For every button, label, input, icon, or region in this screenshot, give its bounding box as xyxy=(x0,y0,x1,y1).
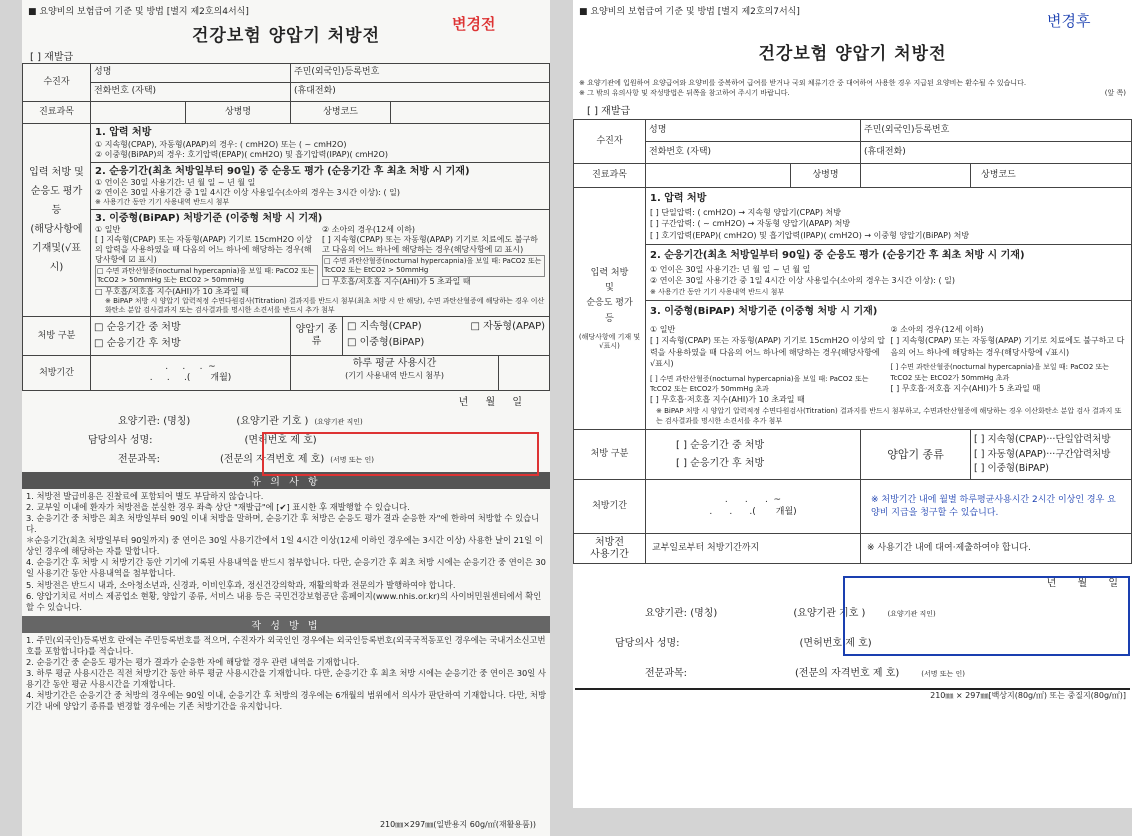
compliance-days[interactable]: ② 연이은 30일 사용기간 중 1일 4시간 이상 사용일수(소아의 경우는 3시간 이상): ( 일) xyxy=(95,188,400,197)
pressure-heading: 1. 압력 처방 xyxy=(95,127,152,138)
notice-item: 1. 처방전 발급비용은 진찰료에 포함되어 별도 부담하지 않습니다. xyxy=(26,491,264,502)
page-side: (앞 쪽) xyxy=(1104,89,1126,97)
phone-field[interactable]: 전화번호 (자택) xyxy=(91,83,291,102)
sig-specialist-no: (전문의 자격번호 제 호) xyxy=(795,668,900,680)
period-value[interactable]: . . . ~ . . .( 개월) xyxy=(91,356,291,391)
sig-doctor: 담당의사 성명: xyxy=(615,638,680,650)
bipap-general-heading: ① 일반 xyxy=(650,324,676,334)
prescription-table xyxy=(22,63,550,391)
intro-note-1: ※ 요양기관에 입원하여 요양급여와 요양비를 중복하여 급여를 받거나 국외 체류기간 중 대여하여 사용한 경우 지급된 요양비는 환수될 수 있습니다. xyxy=(579,79,1027,87)
mobile-field[interactable]: (휴대전화) xyxy=(291,83,550,102)
device-bipap[interactable]: [ ] 이중형(BiPAP) xyxy=(974,462,1049,474)
bipap-child-cpap[interactable]: [ ] 지속형(CPAP) 또는 자동형(APAP) 기기로 치료에도 불구하고 다음의 어느 하나에 해당하는 경우(해당사항에 √표시) xyxy=(890,336,1125,357)
notice-list xyxy=(22,491,550,612)
mobile-field[interactable]: (휴대전화) xyxy=(861,142,1132,164)
writing-item: 1. 주민(외국인)등록번호 란에는 주민등록번호를 적으며, 수진자가 외국인인 경우에는 외국인등록번호(외국국적동포인 경우에는 국내거소신고번호를 포함합니다)를 적습니다. xyxy=(26,634,546,656)
issue-date: 년 월 일 xyxy=(458,397,522,409)
period-label: 처방기간 xyxy=(574,480,646,534)
issue-date: 년 월 일 xyxy=(1046,578,1118,590)
signature-block xyxy=(22,393,550,469)
input-section xyxy=(646,188,1132,430)
period-label: 처방기간 xyxy=(23,356,91,391)
bipap-general-ahi[interactable]: [ ] 무호흡·저호흡 지수(AHI)가 10 초과일 때 xyxy=(650,395,805,405)
writing-item: 3. 하루 평균 사용시간은 직전 처방기간 동안 하루 평균 사용시간을 기재합니다. 다만, 순응기간 후 최초 처방 시에는 순응기간 중 연이은 30일 사용기간 동안 평균 사용시간을 기재합니다. xyxy=(26,667,546,689)
pressure-single[interactable]: [ ] 단일압력: ( cmH2O) → 지속형 양압기(CPAP) 처방 xyxy=(650,207,841,217)
input-section-label: 입력 처방 및 순응도 평가등 (해당사항에 기재및(√표시) xyxy=(23,124,91,317)
device-apap[interactable]: [ ] 자동형(APAP)···구간압력처방 xyxy=(974,448,1111,460)
sig-org-code: (요양기관 기호 ) xyxy=(793,608,866,620)
phone-field[interactable]: 전화번호 (자택) xyxy=(646,142,861,164)
bipap-child-hypercapnia[interactable]: □ 수면 과탄산혈증(nocturnal hypercapnia)을 보일 때: PaCO2 또는 TcCO2 또는 EtCO2 > 50mmHg xyxy=(322,255,545,277)
compliance-note: ※ 사용기간 동안 기기 사용내역 반드시 첨부 xyxy=(650,287,785,296)
bipap-child-heading: ② 소아의 경우(12세 이하) xyxy=(322,225,416,235)
patient-label: 수진자 xyxy=(23,64,91,102)
issue-label: 처방전 사용기간 xyxy=(574,534,646,564)
paper-spec: 210㎜ × 297㎜[백상지(80g/㎡) 또는 중질지(80g/㎡)] xyxy=(930,691,1126,701)
sig-sign: (서명 또는 인) xyxy=(921,670,966,679)
notice-heading: 유 의 사 항 xyxy=(22,472,550,489)
bipap-heading: 3. 이중형(BiPAP) 처방기준 (이중형 처방 시 기재) xyxy=(650,306,878,318)
sig-org: 요양기관: (명칭) xyxy=(645,608,718,620)
device-label: 양압기 종류 xyxy=(861,430,971,480)
compliance-days[interactable]: ② 연이은 30일 사용기간 중 1일 4시간 이상 사용일수(소아의 경우는 3시간 이상): ( 일) xyxy=(650,276,955,286)
type-during[interactable]: [ ] 순응기간 중 처방 xyxy=(676,439,765,451)
bipap-note: ※ BiPAP 처방 시 양압기 압력적정 수면다원검사(Titration) 결과지를 반드시 첨부하고, 수면과탄산혈증에 해당하는 경우 이산화탄소 분압 검사 결과지 또는 검사결과를 명시한 소견서를 추가 첨부 xyxy=(656,406,1122,425)
sig-specialty: 전문과목: xyxy=(118,454,161,466)
pressure-bipap[interactable]: ② 이중형(BiPAP)의 경우: 호기압력(EPAP)( cmH2O) 및 흡기압력(IPAP)( cmH2O) xyxy=(95,149,388,159)
name-field[interactable]: 성명 xyxy=(646,120,861,142)
sig-org-seal: (요양기관 직인) xyxy=(887,610,936,619)
notice-item: 5. 처방전은 반드시 내과, 소아청소년과, 신경과, 이비인후과, 정신건강의학과, 재활의학과 전문의가 발행하여야 합니다. xyxy=(26,579,456,590)
compliance-period[interactable]: ① 언이은 30일 사용기간: 년 월 일 ~ 년 월 일 xyxy=(650,264,811,274)
writing-list xyxy=(22,635,550,712)
type-after[interactable]: [ ] 순응기간 후 처방 xyxy=(676,457,765,469)
pressure-cpap[interactable]: ① 지속형(CPAP), 자동형(APAP)의 경우: ( cmH2O) 또는 ( ~ cmH2O) xyxy=(95,139,347,149)
sig-license: (면허번호 제 호) xyxy=(799,638,872,650)
bipap-general-hypercapnia[interactable]: [ ] 수면 과탄산혈증(nocturnal hypercapnia)을 보일 때: PaCO2 또는 TcCO2 또는 EtCO2가 50mmHg 초과 xyxy=(650,374,869,394)
notice-item: 6. 양압기치료 서비스 제공업소 현황, 양압기 종류, 서비스 내용 등은 국민건강보험공단 홈페이지(www.nhis.or.kr)의 사이버민원센터에서 확인할 수 있습니다. xyxy=(26,590,542,612)
device-label: 양압기 종류 xyxy=(291,317,343,355)
sig-specialty: 전문과목: xyxy=(645,668,688,680)
patient-label: 수진자 xyxy=(574,120,646,164)
sig-org-code: (요양기관 기호 ) xyxy=(236,416,309,428)
intro-note-2: ※ 그 밖의 유의사항 및 작성방법은 뒤쪽을 참고하여 주시기 바랍니다. xyxy=(579,89,790,97)
device-bipap[interactable]: □ 이중형(BiPAP) xyxy=(347,337,425,349)
bipap-child-ahi[interactable]: □ 무호흡/저호흡 지수(AHI)가 5 초과일 때 xyxy=(322,276,471,286)
sig-license: (면허번호 제 호) xyxy=(244,435,317,447)
sig-org-seal: (요양기관 직인) xyxy=(314,418,363,427)
writing-item: 2. 순응기간 중 순응도 평가는 평가 결과가 순응한 자에 해당할 경우 관련 내역을 기재합니다. xyxy=(26,656,360,667)
avg-usage-field[interactable] xyxy=(499,356,549,390)
after-form xyxy=(573,0,1132,808)
disease-label: 상병명 xyxy=(791,164,861,188)
compliance-heading: 2. 순응기간(최초 처방일부터 90일) 중 순응도 평가 (순응기간 후 최초 처방 시 기재) xyxy=(95,165,470,177)
disease-label: 상병명 xyxy=(186,102,291,124)
input-section-label: 입력 처방 및 순응도 평가 등 (해당사항에 기재 및 √표시) xyxy=(574,188,646,430)
sig-sign: (서명 또는 인) xyxy=(330,456,375,465)
bipap-note: ※ BiPAP 처방 시 양압기 압력적정 수면다원검사(Titration) 결과지를 반드시 첨부(최초 처방 시 안 해당), 수면 과탄산혈증에 해당하는 경우 이산화탄소 분압 검사결과지 또는 검사결과를 명시한 소견서를 반드시 추가 첨부 xyxy=(105,296,545,314)
form-title: 건강보험 양압기 처방전 xyxy=(758,44,947,64)
sig-org: 요양기관: (명칭) xyxy=(118,416,191,428)
signature-block xyxy=(573,574,1132,688)
bipap-child-hypercapnia[interactable]: [ ] 수면 과탄산혈증(nocturnal hypercapnia)을 보일 때: PaCO2 또는 TcCO2 또는 EtCO2가 50mmHg 초과 xyxy=(890,363,1110,382)
sig-specialist-no: (전문의 자격번호 제 호) xyxy=(220,454,325,466)
compliance-heading: 2. 순응기간(최초 처방일부터 90일) 중 순응도 평가 (순응기간 후 최초 처방 시 기재) xyxy=(650,250,1025,262)
type-label: 처방 구분 xyxy=(574,430,646,480)
code-label: 상병코드 xyxy=(971,164,1132,188)
bipap-general-cpap[interactable]: [ ] 지속형(CPAP) 또는 자동형(APAP) 기기로 15cmH2O 이상의 압력을 사용하였을 때 다음의 어느 하나에 해당하는 경우(해당사항에 √표시) xyxy=(650,336,886,369)
after-label: 변경후 xyxy=(1047,12,1091,30)
type-during[interactable]: □ 순응기간 중 처방 xyxy=(94,322,181,334)
avg-usage-label: 하루 평균 사용시간 xyxy=(352,358,437,370)
pressure-range[interactable]: [ ] 구간압력: ( ~ cmH2O) → 자동형 양압기(APAP) 처방 xyxy=(650,219,851,229)
bipap-heading: 3. 이중형(BiPAP) 처방기준 (이중형 처방 시 기재) xyxy=(95,212,323,224)
period-note: ※ 처방기간 내에 월별 하루평균사용시간 2시간 이상인 경우 요양비 지급을 청구할 수 있습니다. xyxy=(861,480,1132,534)
compliance-period[interactable]: ① 언이은 30일 사용기간: 년 월 일 ~ 년 월 일 xyxy=(95,178,256,187)
notice-item: 4. 순응기간 후 처방 시 처방기간 동안 기기에 기록된 사용내역을 반드시 첨부합니다. 다만, 순응기간 후 최초 처방 시에는 순응기간 중 연이은 30일 사용기간 동안 사용내역을 첨부합니다. xyxy=(26,557,546,579)
compliance-note: ※ 사용기간 동안 기기 사용내역 반드시 첨부 xyxy=(95,198,230,206)
device-cpap[interactable]: □ 지속형(CPAP) xyxy=(347,321,422,333)
rrn-field[interactable]: 주민(외국인)등록번호 xyxy=(861,120,1132,142)
code-label: 상병코드 xyxy=(291,102,391,124)
dept-label: 진료과목 xyxy=(574,164,646,188)
notice-item: ＊순응기간(최초 처방일부터 90일까지) 중 연이은 30일 사용기간에서 1일 4시간 이상(12세 이하인 경우에는 3시간 이상) 사용한 날이 21일 이상인 경우에 해당하는 자를 말합니다. xyxy=(26,535,543,557)
sig-doctor: 담당의사 성명: xyxy=(88,435,153,447)
period-value[interactable]: . . . ~ . . .( 개월) xyxy=(646,480,861,534)
issue-value: 교부일로부터 처방기간까지 xyxy=(646,534,861,564)
bipap-child-heading: ② 소아의 경우(12세 이하) xyxy=(890,324,984,334)
name-field[interactable]: 성명 xyxy=(91,64,291,83)
pressure-bipap[interactable]: [ ] 호기압력(EPAP)( cmH2O) 및 흡기압력(IPAP)( cmH2O) → 이중형 양압기(BiPAP) 처방 xyxy=(650,230,970,240)
form-reference: ■ 요양비의 보험급여 기준 및 방법 [별지 제2호의4서식] xyxy=(28,7,249,17)
reissue-checkbox[interactable]: [ ] 재발급 xyxy=(587,106,631,117)
bipap-child-cpap[interactable]: [ ] 지속형(CPAP) 또는 자동형(APAP) 기기로 치료에도 불구하고 다음의 어느 하나에 해당하는 경우(해당사항에 ☑ 표시) xyxy=(322,235,538,255)
device-cpap[interactable]: [ ] 지속형(CPAP)···단일압력처방 xyxy=(974,434,1111,446)
avg-usage-note: (기기 사용내역 반드시 첨부) xyxy=(345,370,444,380)
writing-heading: 작 성 방 법 xyxy=(22,616,550,633)
type-after[interactable]: □ 순응기간 후 처방 xyxy=(94,338,181,350)
type-label: 처방 구분 xyxy=(23,317,91,356)
bipap-general-hypercapnia[interactable]: □ 수면 과탄산혈증(nocturnal hypercapnia)을 보일 때: PaCO2 또는 TcCO2 > 50mmHg 또는 EtCO2 > 50mmHg xyxy=(95,265,318,287)
bipap-general-cpap[interactable]: [ ] 지속형(CPAP) 또는 자동형(APAP) 기기로 15cmH2O 이상의 압력을 사용하였을 때 다음의 어느 하나에 해당하는 경우(해당사항에 ☑ 표시) xyxy=(95,235,313,265)
input-section xyxy=(91,124,550,317)
device-apap[interactable]: □ 자동형(APAP) xyxy=(470,321,545,333)
paper-spec: 210㎜×297㎜(일반용지 60g/㎡(재활용품)) xyxy=(379,820,536,829)
before-form xyxy=(22,0,550,836)
form-title: 건강보험 양압기 처방전 xyxy=(191,26,381,46)
bipap-general-heading: ① 일반 xyxy=(95,225,121,235)
notice-item: 2. 교부일 이내에 환자가 처방전을 분실한 경우 좌측 상단 "재발급"에 [✔] 표시한 후 재발행할 수 있습니다. xyxy=(26,502,410,513)
form-reference: ■ 요양비의 보험급여 기준 및 방법 [별지 제2호의7서식] xyxy=(579,7,800,17)
dept-label: 진료과목 xyxy=(23,102,91,124)
reissue-checkbox[interactable]: [ ] 재발급 xyxy=(30,52,74,63)
bipap-child-ahi[interactable]: [ ] 무호흡·저호흡 지수(AHI)가 5 초과일 때 xyxy=(890,383,1041,393)
bipap-general-ahi[interactable]: □ 무호흡/저호흡 지수(AHI)가 10 초과일 때 xyxy=(95,286,249,296)
rrn-field[interactable]: 주민(외국인)등록번호 xyxy=(291,64,550,83)
writing-item: 4. 처방기간은 순응기간 중 처방의 경우에는 90일 이내, 순응기간 후 처방의 경우에는 6개월의 범위에서 의사가 판단하여 기재합니다. 다만, 처방기간 내에 양압기 종류를 변경할 경우에는 기존 처방기간을 유지합니다. xyxy=(26,689,546,711)
issue-note: ※ 사용기간 내에 대여·제출하여야 합니다. xyxy=(861,534,1132,564)
notice-item: 3. 순응기간 중 처방은 최초 처방일부터 90일 이내 처방을 말하며, 순응기간 후 처방은 순응도 평가 결과 순응한 자"에 한하여 처방할 수 있습니다. xyxy=(26,513,540,535)
pressure-heading: 1. 압력 처방 xyxy=(650,193,707,204)
before-label: 변경전 xyxy=(452,15,496,33)
prescription-table xyxy=(573,119,1132,564)
